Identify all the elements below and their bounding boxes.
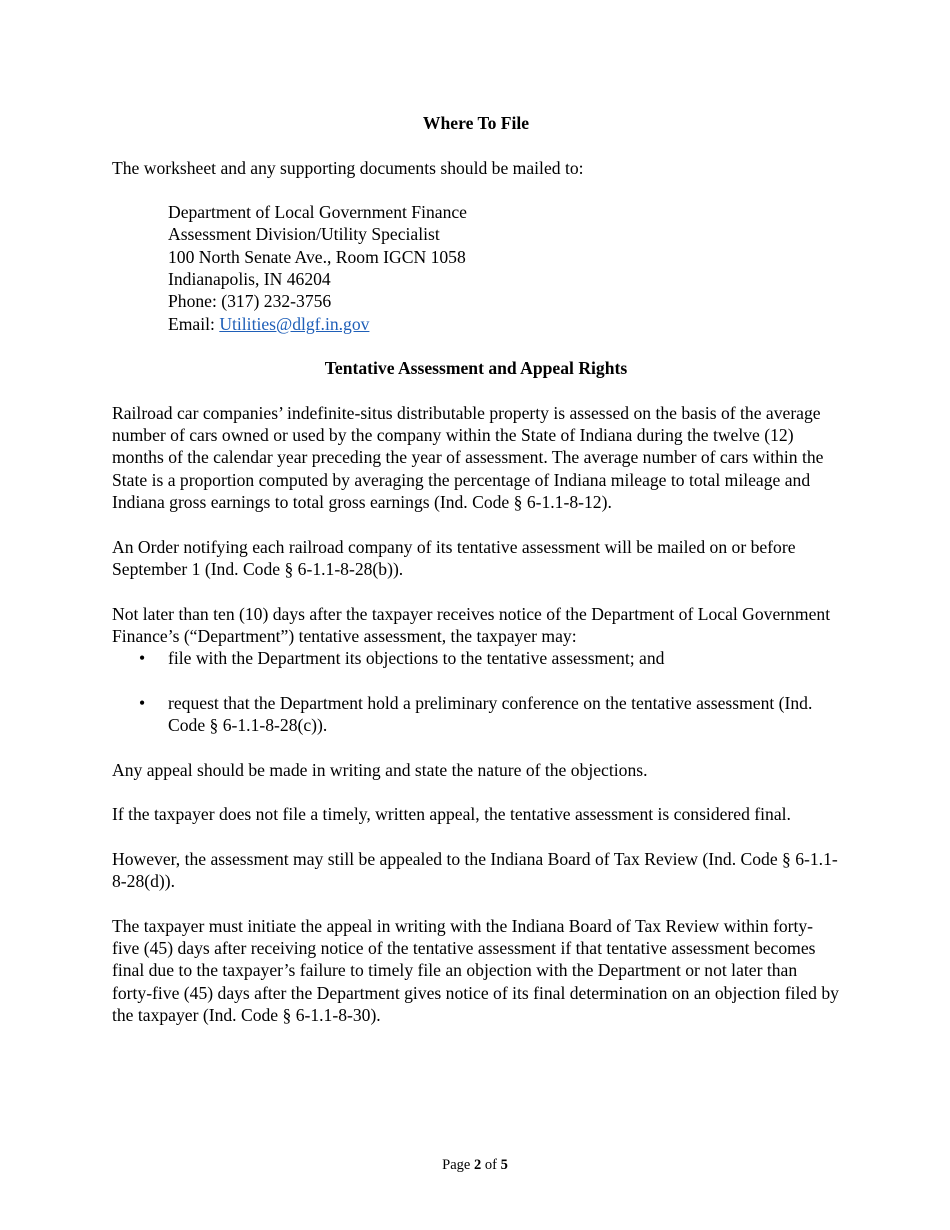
address-line: Indianapolis, IN 46204: [168, 269, 331, 290]
taxpayer-options-list: [112, 647, 840, 736]
page-number: 2: [473, 1157, 482, 1173]
email-link[interactable]: Utilities@dlgf.in.gov: [219, 313, 370, 334]
address-line: Assessment Division/Utility Specialist: [168, 224, 440, 245]
of-label: of: [484, 1157, 497, 1173]
total-pages: 5: [500, 1157, 508, 1173]
board-appeal-paragraph: However, the assessment may still be appealed to the Indiana Board of Tax Review (Ind. Code § 6-1.1-8-28(d)).: [112, 848, 838, 892]
objection-window-paragraph: Not later than ten (10) days after the taxpayer receives notice of the Department of Local Government Finance’s (“Department”) tentative assessment, the taxpayer may:: [112, 603, 831, 646]
email-label: Email:: [168, 313, 220, 334]
order-notice-paragraph: An Order notifying each railroad company of its tentative assessment will be mailed on or before September 1 (Ind. Code § 6-1.1-8-28(b)).: [112, 536, 796, 579]
appeal-writing-paragraph: Any appeal should be made in writing and state the nature of the objections.: [112, 759, 648, 780]
appeal-rights-heading: Tentative Assessment and Appeal Rights: [324, 358, 628, 379]
mailing-intro: The worksheet and any supporting documents should be mailed to:: [112, 157, 584, 178]
page-label: Page: [442, 1157, 471, 1173]
list-item: [112, 692, 840, 737]
assessment-basis-paragraph: Railroad car companies’ indefinite-situs distributable property is assessed on the basis of the average number of cars owned or used by the company within the State of Indiana during the twelve (12) months of the calendar year preceding the year of assessment. The average number of cars within the State is a proportion computed by averaging the percentage of Indiana mileage to total mileage and Indiana gross earnings to total gross earnings (Ind. Code § 6-1.1-8-12).: [112, 402, 824, 513]
address-line: 100 North Senate Ave., Room IGCN 1058: [168, 246, 466, 267]
page-footer: [0, 1155, 950, 1175]
where-to-file-heading: Where To File: [422, 113, 530, 133]
bullet-icon: •: [139, 692, 146, 713]
bullet-icon: •: [139, 648, 146, 669]
address-line: Department of Local Government Finance: [168, 202, 467, 223]
mailing-address: [168, 201, 840, 335]
page-content: [112, 112, 840, 1026]
appeal-deadline-paragraph: The taxpayer must initiate the appeal in writing with the Indiana Board of Tax Review within forty-five (45) days after receiving notice of the tentative assessment if that tentative assessment becomes final due to the taxpayer’s failure to timely file an objection with the Department or not later than forty-five (45) days after the Department gives notice of its final determination on an objection filed by the taxpayer (Ind. Code § 6-1.1-8-30).: [112, 915, 839, 1025]
list-item-text: request that the Department hold a preliminary conference on the tentative assessment (Ind. Code § 6-1.1-8-28(c)).: [168, 692, 813, 736]
final-assessment-paragraph: If the taxpayer does not file a timely, written appeal, the tentative assessment is considered final.: [112, 804, 791, 825]
list-item: [112, 647, 840, 669]
list-item-text: file with the Department its objections to the tentative assessment; and: [168, 648, 665, 669]
phone-line: Phone: (317) 232-3756: [168, 291, 332, 312]
email-line: [168, 313, 840, 335]
